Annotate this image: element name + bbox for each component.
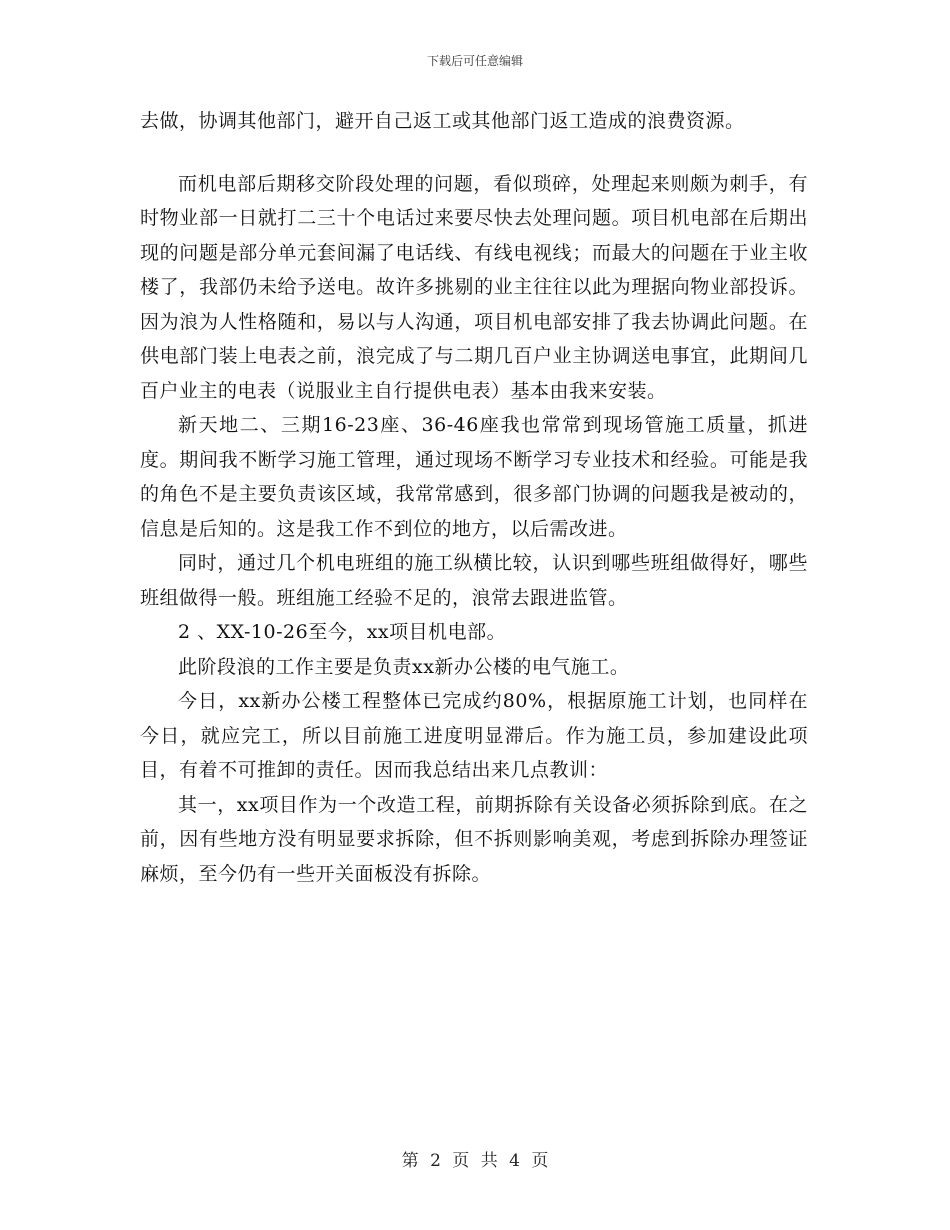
paragraph-stage-work: 此阶段浪的工作主要是负责xx新办公楼的电气施工。 <box>178 655 630 678</box>
paragraph-handover-issues: 而机电部后期移交阶段处理的问题，看似琐碎，处理起来则颇为刺手，有时物业部一日就打二三十个电话过来要尽快去处理问题。项目机电部在后期出现的问题是部分单元套间漏了电话线、有线电视线；而最大的问题在于业主收楼了，我部仍未给予送电。故许多挑剔的业主往往以此为理据向物业部投诉。因为浪为人性格随和，易以与人沟通，项目机电部安排了我去协调此问题。在供电部门装上电表之前，浪完成了与二期几百户业主协调送电事宜，此期间几百户业主的电表（说服业主自行提供电表）基本由我来安装。 <box>140 172 808 402</box>
paragraph-xintiandi: 新天地二、三期16-23座、36-46座我也常常到现场管施工质量，抓进度。期间我不断学习施工管理，通过现场不断学习专业技术和经验。可能是我的角色不是主要负责该区域，我常常感到，很多部门协调的问题我是被动的，信息是后知的。这是我工作不到位的地方，以后需改进。 <box>140 414 808 540</box>
paragraph-lesson-one: 其一，xx项目作为一个改造工程，前期拆除有关设备必须拆除到底。在之前，因有些地方没有明显要求拆除，但不拆则影响美观，考虑到拆除办理签证麻烦，至今仍有一些开关面板没有拆除。 <box>140 793 808 885</box>
paragraph-continuation: 去做，协调其他部门，避开自己返工或其他部门返工造成的浪费资源。 <box>140 110 745 132</box>
page-header: 下载后可任意编辑 <box>426 54 523 68</box>
paragraph-progress: 今日，xx新办公楼工程整体已完成约80%，根据原施工计划，也同样在今日，就应完工，所以目前施工进度明显滞后。作为施工员，参加建设此项目，有着不可推卸的责任。因而我总结出来几点教训： <box>140 690 808 781</box>
paragraph-section-2-heading: 2 、XX-10-26至今，xx项目机电部。 <box>178 621 507 643</box>
paragraph-team-comparison: 同时，通过几个机电班组的施工纵横比较，认识到哪些班组做得好，哪些班组做得一般。班组施工经验不足的，浪常去跟进监管。 <box>140 552 808 609</box>
page-footer: 第 2 页 共 4 页 <box>401 1151 549 1171</box>
document-body <box>140 104 808 891</box>
